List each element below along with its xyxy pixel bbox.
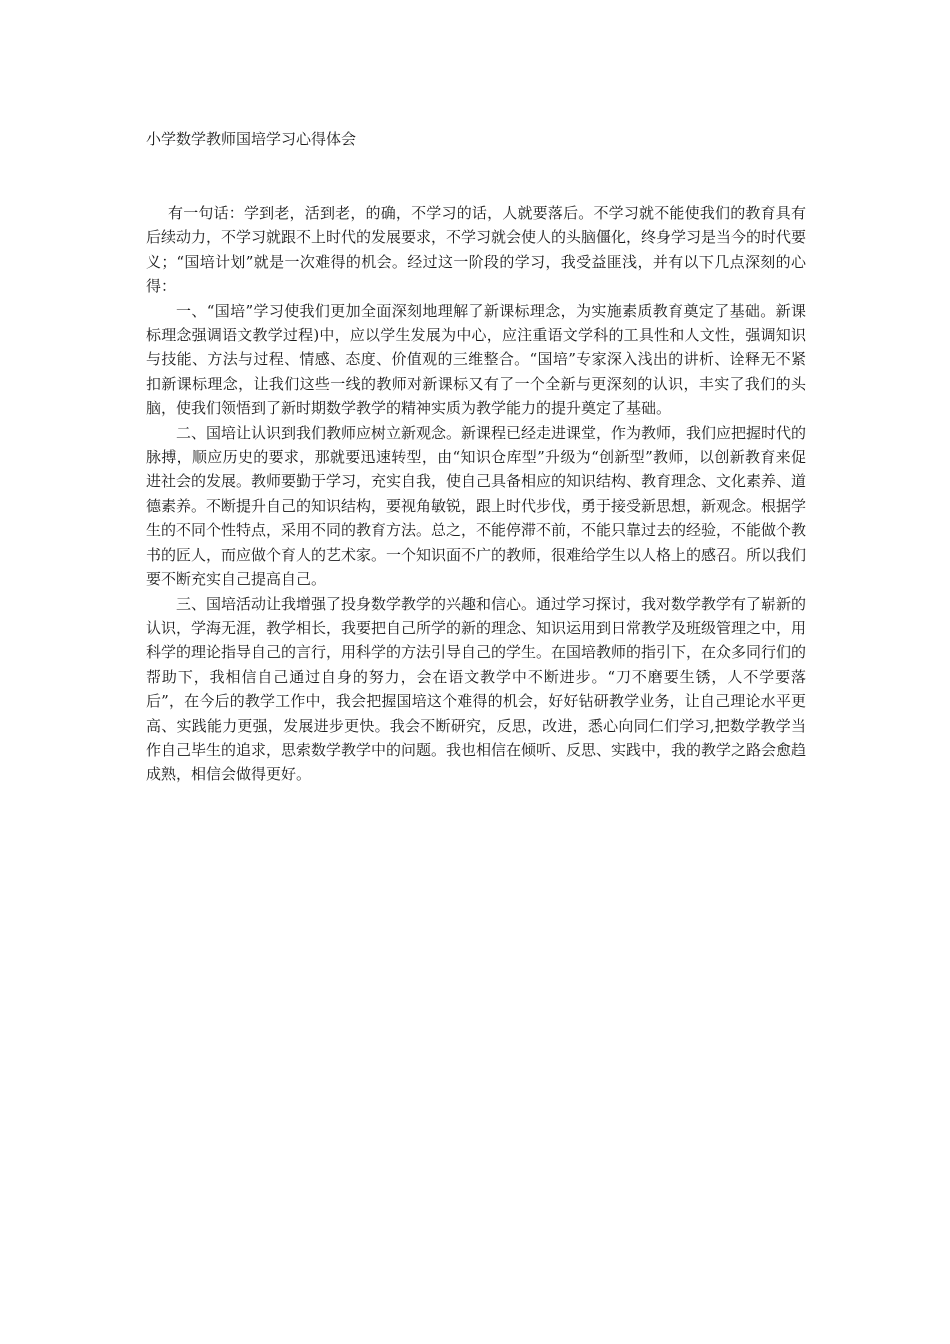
paragraph-point-two: 二、国培让认识到我们教师应树立新观念。新课程已经走进课堂，作为教师，我们应把握时代的脉搏，顺应历史的要求，那就要迅速转型，由“知识仓库型”升级为“创新型”教师，以创新教育来促进社会的发展。教师要勤于学习，充实自我，使自己具备相应的知识结构、教育理念、文化素养、道德素养。不断提升自己的知识结构，要视角敏锐，跟上时代步伐，勇于接受新思想，新观念。根据学生的不同个性特点，采用不同的教育方法。总之，不能停滞不前，不能只靠过去的经验，不能做个教书的匠人，而应做个育人的艺术家。一个知识面不广的教师，很难给学生以人格上的感召。所以我们要不断充实自己提高自己。 bbox=[146, 423, 807, 589]
document-title: 小学数学教师国培学习心得体会 bbox=[146, 130, 357, 148]
document-body bbox=[146, 201, 806, 787]
paragraph-intro: 有一句话：学到老，活到老，的确，不学习的话，人就要落后。不学习就不能使我们的教育具有后续动力，不学习就跟不上时代的发展要求，不学习就会使人的头脑僵化，终身学习是当今的时代要义；“国培计划”就是一次难得的机会。经过这一阶段的学习，我受益匪浅，并有以下几点深刻的心得： bbox=[146, 204, 807, 296]
paragraph-point-three: 三、国培活动让我增强了投身数学教学的兴趣和信心。通过学习探讨，我对数学教学有了崭新的认识，学海无涯，教学相长，我要把自己所学的新的理念、知识运用到日常教学及班级管理之中，用科学的理论指导自己的言行，用科学的方法引导自己的学生。在国培教师的指引下，在众多同行们的帮助下，我相信自己通过自身的努力，会在语文教学中不断进步。“刀不磨要生锈，人不学要落后”，在今后的教学工作中，我会把握国培这个难得的机会，好好钻研教学业务，让自己理论水平更高、实践能力更强，发展进步更快。我会不断研究，反思，改进，悉心向同仁们学习,把数学教学当作自己毕生的追求，思索数学教学中的问题。我也相信在倾听、反思、实践中，我的教学之路会愈趋成熟，相信会做得更好。 bbox=[146, 594, 807, 784]
paragraph-point-one: 一、“国培”学习使我们更加全面深刻地理解了新课标理念，为实施素质教育奠定了基础。新课标理念强调语文教学过程)中，应以学生发展为中心，应注重语文学科的工具性和人文性，强调知识与技能、方法与过程、情感、态度、价值观的三维整合。“国培”专家深入浅出的讲析、诠释无不紧扣新课标理念，让我们这些一线的教师对新课标又有了一个全新与更深刻的认识，丰实了我们的头脑，使我们领悟到了新时期数学教学的精神实质为教学能力的提升奠定了基础。 bbox=[146, 301, 806, 418]
